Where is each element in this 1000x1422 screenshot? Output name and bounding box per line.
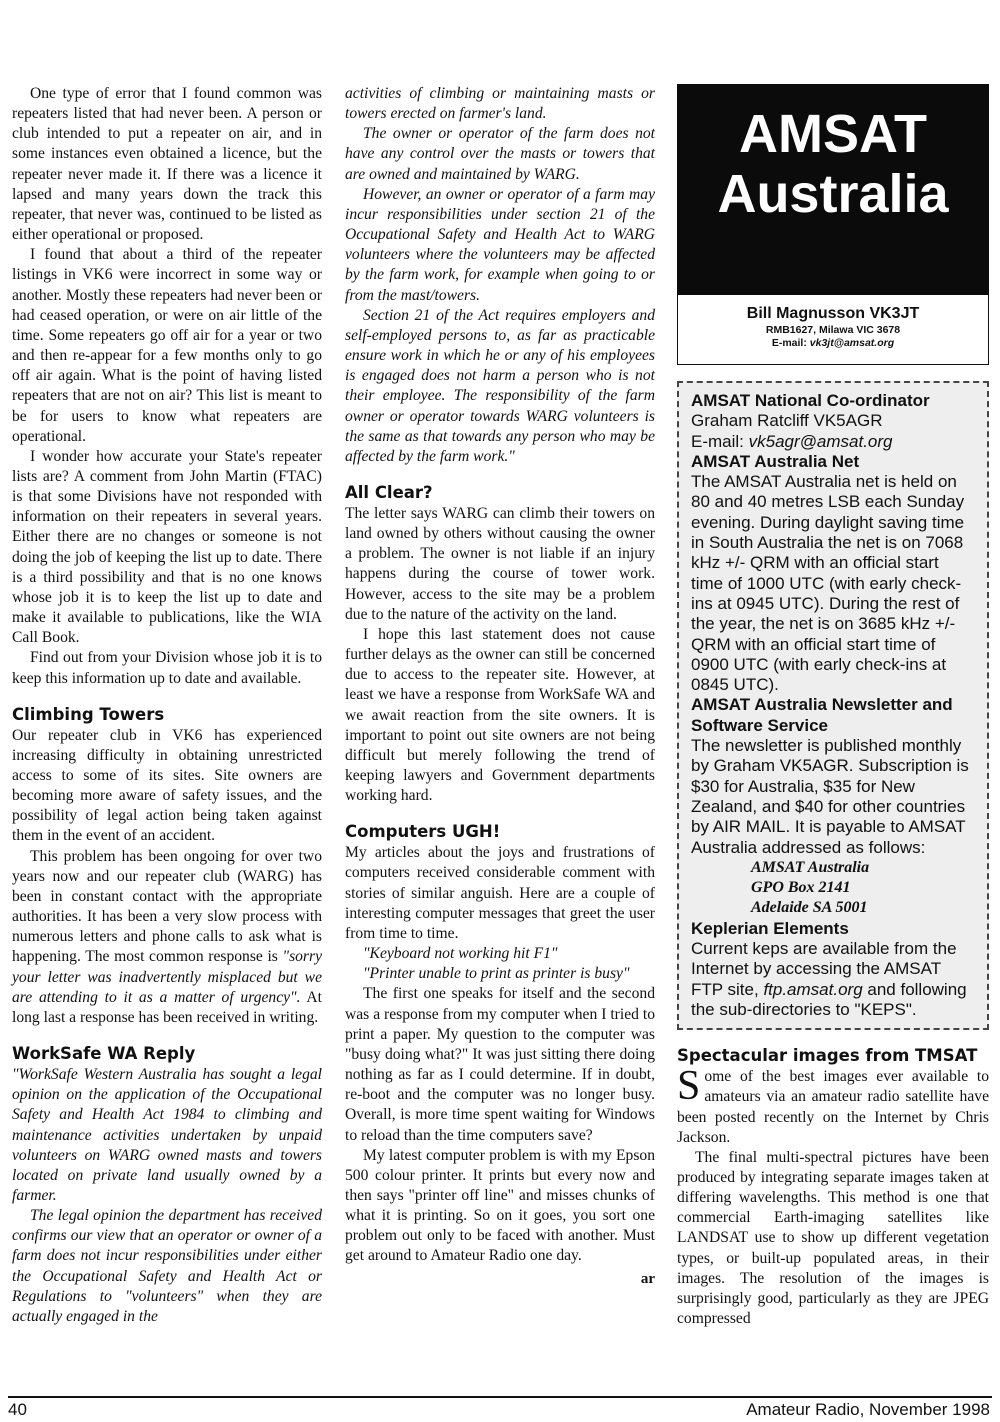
address-line: Adelaide SA 5001	[751, 899, 868, 917]
footer-rule	[8, 1396, 992, 1398]
magazine-issue: Amateur Radio, November 1998	[746, 1400, 990, 1419]
author-byline	[677, 295, 989, 365]
heading-all-clear: All Clear?	[345, 482, 433, 502]
banner-title-amsat: AMSAT	[739, 104, 927, 164]
paragraph-worksafe-quote-2: The legal opinion the department has received confirms our view that an operator or owner of a farm does not incur responsibilities under either the Occupational Safety and Health Act or Regulations to "volunteers" when they are actually engaged in the	[12, 1207, 322, 1325]
paragraph-repeater-errors: One type of error that I found common was repeaters listed that had never been. A person or club intended to put a repeater on air, and in some instances even obtained a licence, but the repeater never made it. If there was a licence it lapsed and many years down the track this repeater, that never was, continued to be listed as either operational or proposed.	[12, 85, 322, 244]
paragraph-find-out: Find out from your Division whose job it is to keep this information up to date and available.	[12, 649, 322, 687]
drop-cap: S	[677, 1063, 701, 1110]
quote-printer-message: "Printer unable to print as printer is busy"	[363, 965, 630, 983]
heading-tmsat-images: Spectacular images from TMSAT	[677, 1046, 978, 1066]
paragraph-computers-1: My articles about the joys and frustrations of computers received considerable comment with stories of similar anguish. Here are a couple of interesting computer messages that greet the user from time to time.	[345, 844, 655, 942]
amsat-info-box	[677, 381, 989, 1030]
heading-keplerian: Keplerian Elements	[691, 918, 849, 938]
paragraph-all-clear-1: The letter says WARG can climb their towers on land owned by others without causing the owner a problem. The owner is not liable if an injury happens during the course of tower work. However, access to the site may be a problem due to the nature of the activity on the land.	[345, 504, 655, 623]
newsletter-text: The newsletter is published monthly by Graham VK5AGR. Subscription is $30 for Australia, $35 for New Zealand, and $40 for other countries by AIR MAIL. It is payable to AMSAT Australia addressed as follows:	[691, 736, 969, 857]
amsat-banner	[677, 84, 989, 295]
heading-national-coordinator: AMSAT National Co-ordinator	[691, 391, 930, 410]
paragraph-computers-3: My latest computer problem is with my Epson 500 colour printer. It prints but every now and then says "printer off line" and misses chunks of what it is printing. So on it goes, you sort one problem out only to be faced with another. Must get around to Amateur Radio one day.	[345, 1146, 655, 1265]
quote-keyboard-message: "Keyboard not working hit F1"	[363, 945, 558, 963]
column-middle	[345, 84, 655, 1289]
end-mark: ar	[640, 1270, 655, 1287]
heading-newsletter: AMSAT Australia Newsletter and Software Service	[691, 695, 953, 735]
column-right	[677, 84, 989, 1329]
author-address: RMB1627, Milawa VIC 3678	[765, 324, 901, 336]
address-line: GPO Box 2141	[751, 879, 851, 897]
paragraph-vk6-listings: I found that about a third of the repeater listings in VK6 were incorrect in some way or another. Mostly these repeaters had never been or had ceased operation, or were on air little of the time. Some repeaters go off air for a year or two and then re-appear for a few months only to go off air again. What is the point of having listed repeaters that are not on air? This list is meant to be for users to know what repeaters are operational.	[12, 246, 322, 445]
paragraph-climbing-2: This problem has been ongoing for over two years now and our repeater club (WARG) has been in constant contact with the appropriate authorities. It has been a very slow process with numerous letters and phone calls to ask what is happening. The most common response is "sorry your letter was inadvertently misplaced but we are attending to it as a matter of urgency". At long last a response has been received in writing.	[12, 847, 322, 1026]
column-left	[12, 84, 322, 1327]
heading-climbing-towers: Climbing Towers	[12, 704, 165, 724]
heading-computers-ugh: Computers UGH!	[345, 822, 501, 842]
paragraph-climbing-1: Our repeater club in VK6 has experienced increasing difficulty in obtaining unrestricted access to some of its sites. Site owners are becoming more aware of safety issues, and the possibility of legal action being taken against them in the event of an accident.	[12, 726, 322, 845]
paragraph-quote-continued: activities of climbing or maintaining masts or towers erected on farmer's land.	[345, 85, 655, 123]
paragraph-quote-section21-intro: However, an owner or operator of a farm may incur responsibilities under section 21 of the Occupational Safety and Health Act to WARG volunteers where the volunteers may be affected by the farm work, for example when going to or from the mast/towers.	[345, 185, 655, 304]
author-email: E-mail: vk3jt@amsat.org	[771, 337, 895, 349]
paragraph-quote-section21: Section 21 of the Act requires employers and self-employed persons to, as far as practicable ensure work in which he or any of his employees is engaged does not harm a person who is not their employee. The responsibility of the farm owner or operator towards WARG volunteers is the same as that towards any person who may be affected by the farm work."	[345, 306, 655, 465]
paragraph-state-lists: I wonder how accurate your State's repeater lists are? A comment from John Martin (FTAC) is that some Divisions have not responded with information on their repeaters in several years. Either there are no changes or someone is not doing the job of keeping the list up to date. There is a third possibility and that is no one knows whose job it is to keep the list up to date and make it available to publications, like the WIA Call Book.	[12, 447, 322, 647]
paragraph-computers-2: The first one speaks for itself and the second was a response from my computer when I tried to print a paper. My question to the computer was "busy doing what?" It was just sitting there doing nothing as far as I could determine. If in doubt, re-boot and the computer was no longer busy. Overall, is more time spent waiting for Windows to reload than the time computers save?	[345, 985, 655, 1144]
keplerian-text: Current keps are available from the Internet by accessing the AMSAT FTP site, ftp.amsat.org and following the sub-directories to "KEPS".	[691, 939, 967, 1019]
heading-worksafe-reply: WorkSafe WA Reply	[12, 1044, 196, 1064]
heading-australia-net: AMSAT Australia Net	[691, 451, 860, 471]
paragraph-tmsat-2: The final multi-spectral pictures have been produced by integrating separate images taken at differing wavelengths. This method is one that commercial Earth-imaging satellites like LANDSAT use to show up different vegetation types, or built-up populated areas, in their images. The resolution of the images is surprisingly good, particularly as they are JPEG compressed	[677, 1148, 989, 1328]
paragraph-quote-owner: The owner or operator of the farm does not have any control over the masts or towers that are owned and maintained by WARG.	[345, 125, 655, 183]
author-name: Bill Magnusson VK3JT	[746, 305, 920, 322]
address-line: AMSAT Australia	[751, 858, 870, 876]
banner-title-australia: Australia	[717, 164, 949, 224]
paragraph-worksafe-quote-1: "WorkSafe Western Australia has sought a legal opinion on the application of the Occupational Safety and Health Act 1984 to climbing and maintenance activities undertaken by unpaid volunteers on WARG owned masts and towers located on private land usually owned by a farmer.	[12, 1066, 322, 1204]
paragraph-all-clear-2: I hope this last statement does not cause further delays as the owner can still be concerned due to access to the repeater site. However, at least we have a response from WorkSafe WA and we await reaction from the site owners. It is important to point out site owners are not being difficult but merely following the trend of keeping lawyers and Government departments working hard.	[345, 625, 655, 805]
page-number: 40	[8, 1400, 27, 1419]
paragraph-tmsat-1: Some of the best images ever available to amateurs via an amateur radio satellite have been posted recently on the Internet by Chris Jackson.	[677, 1063, 989, 1146]
net-text: The AMSAT Australia net is held on 80 and 40 metres LSB each Sunday evening. During daylight saving time in South Australia the net is on 7068 kHz +/- QRM with an official start time of 1000 UTC (with early check-ins at 0945 UTC). During the rest of the year, the net is on 3685 kHz +/- QRM with an official start time of 0900 UTC (with early check-ins at 0845 UTC).	[691, 472, 965, 695]
coordinator-name: Graham Ratcliff VK5AGR	[691, 411, 883, 431]
coordinator-email: E-mail: vk5agr@amsat.org	[691, 431, 893, 451]
